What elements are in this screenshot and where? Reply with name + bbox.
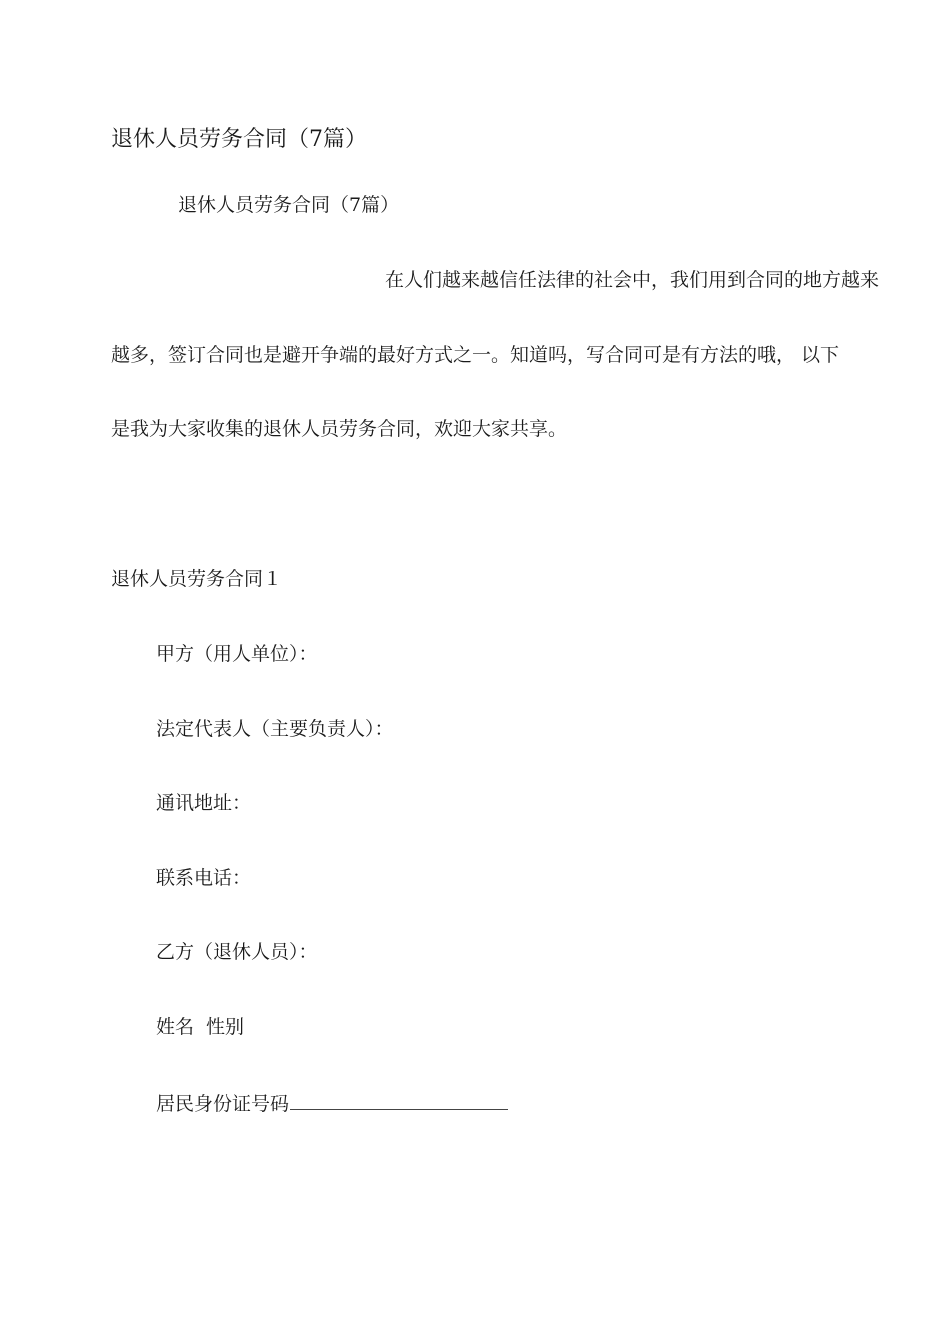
party-a-field: 甲方（用人单位）： — [156, 643, 318, 665]
section-title: 退休人员劳务合同１ — [111, 568, 283, 590]
gender-label: 性别 — [206, 1016, 245, 1038]
id-number-row — [156, 1089, 508, 1116]
party-b-field: 乙方（退休人员）： — [156, 941, 318, 963]
legal-representative-field: 法定代表人（主要负责人）： — [156, 718, 394, 740]
name-label: 姓名 — [156, 1016, 195, 1038]
phone-field: 联系电话： — [156, 867, 252, 889]
name-gender-row — [156, 1015, 244, 1039]
id-number-label: 居民身份证号码 — [156, 1093, 290, 1115]
intro-paragraph-line-3: 是我为大家收集的退休人员劳务合同，欢迎大家共享。 — [111, 418, 568, 440]
id-number-blank-line — [290, 1089, 508, 1110]
address-field: 通讯地址： — [156, 792, 252, 814]
intro-paragraph-line-1: 在人们越来越信任法律的社会中，我们用到合同的地方越来 — [385, 269, 880, 291]
document-subtitle: 退休人员劳务合同（7篇） — [178, 194, 400, 216]
intro-paragraph-line-2: 越多，签订合同也是避开争端的最好方式之一。知道吗，写合同可是有方法的哦， 以下 — [111, 344, 840, 366]
document-title: 退休人员劳务合同（7篇） — [111, 127, 367, 152]
